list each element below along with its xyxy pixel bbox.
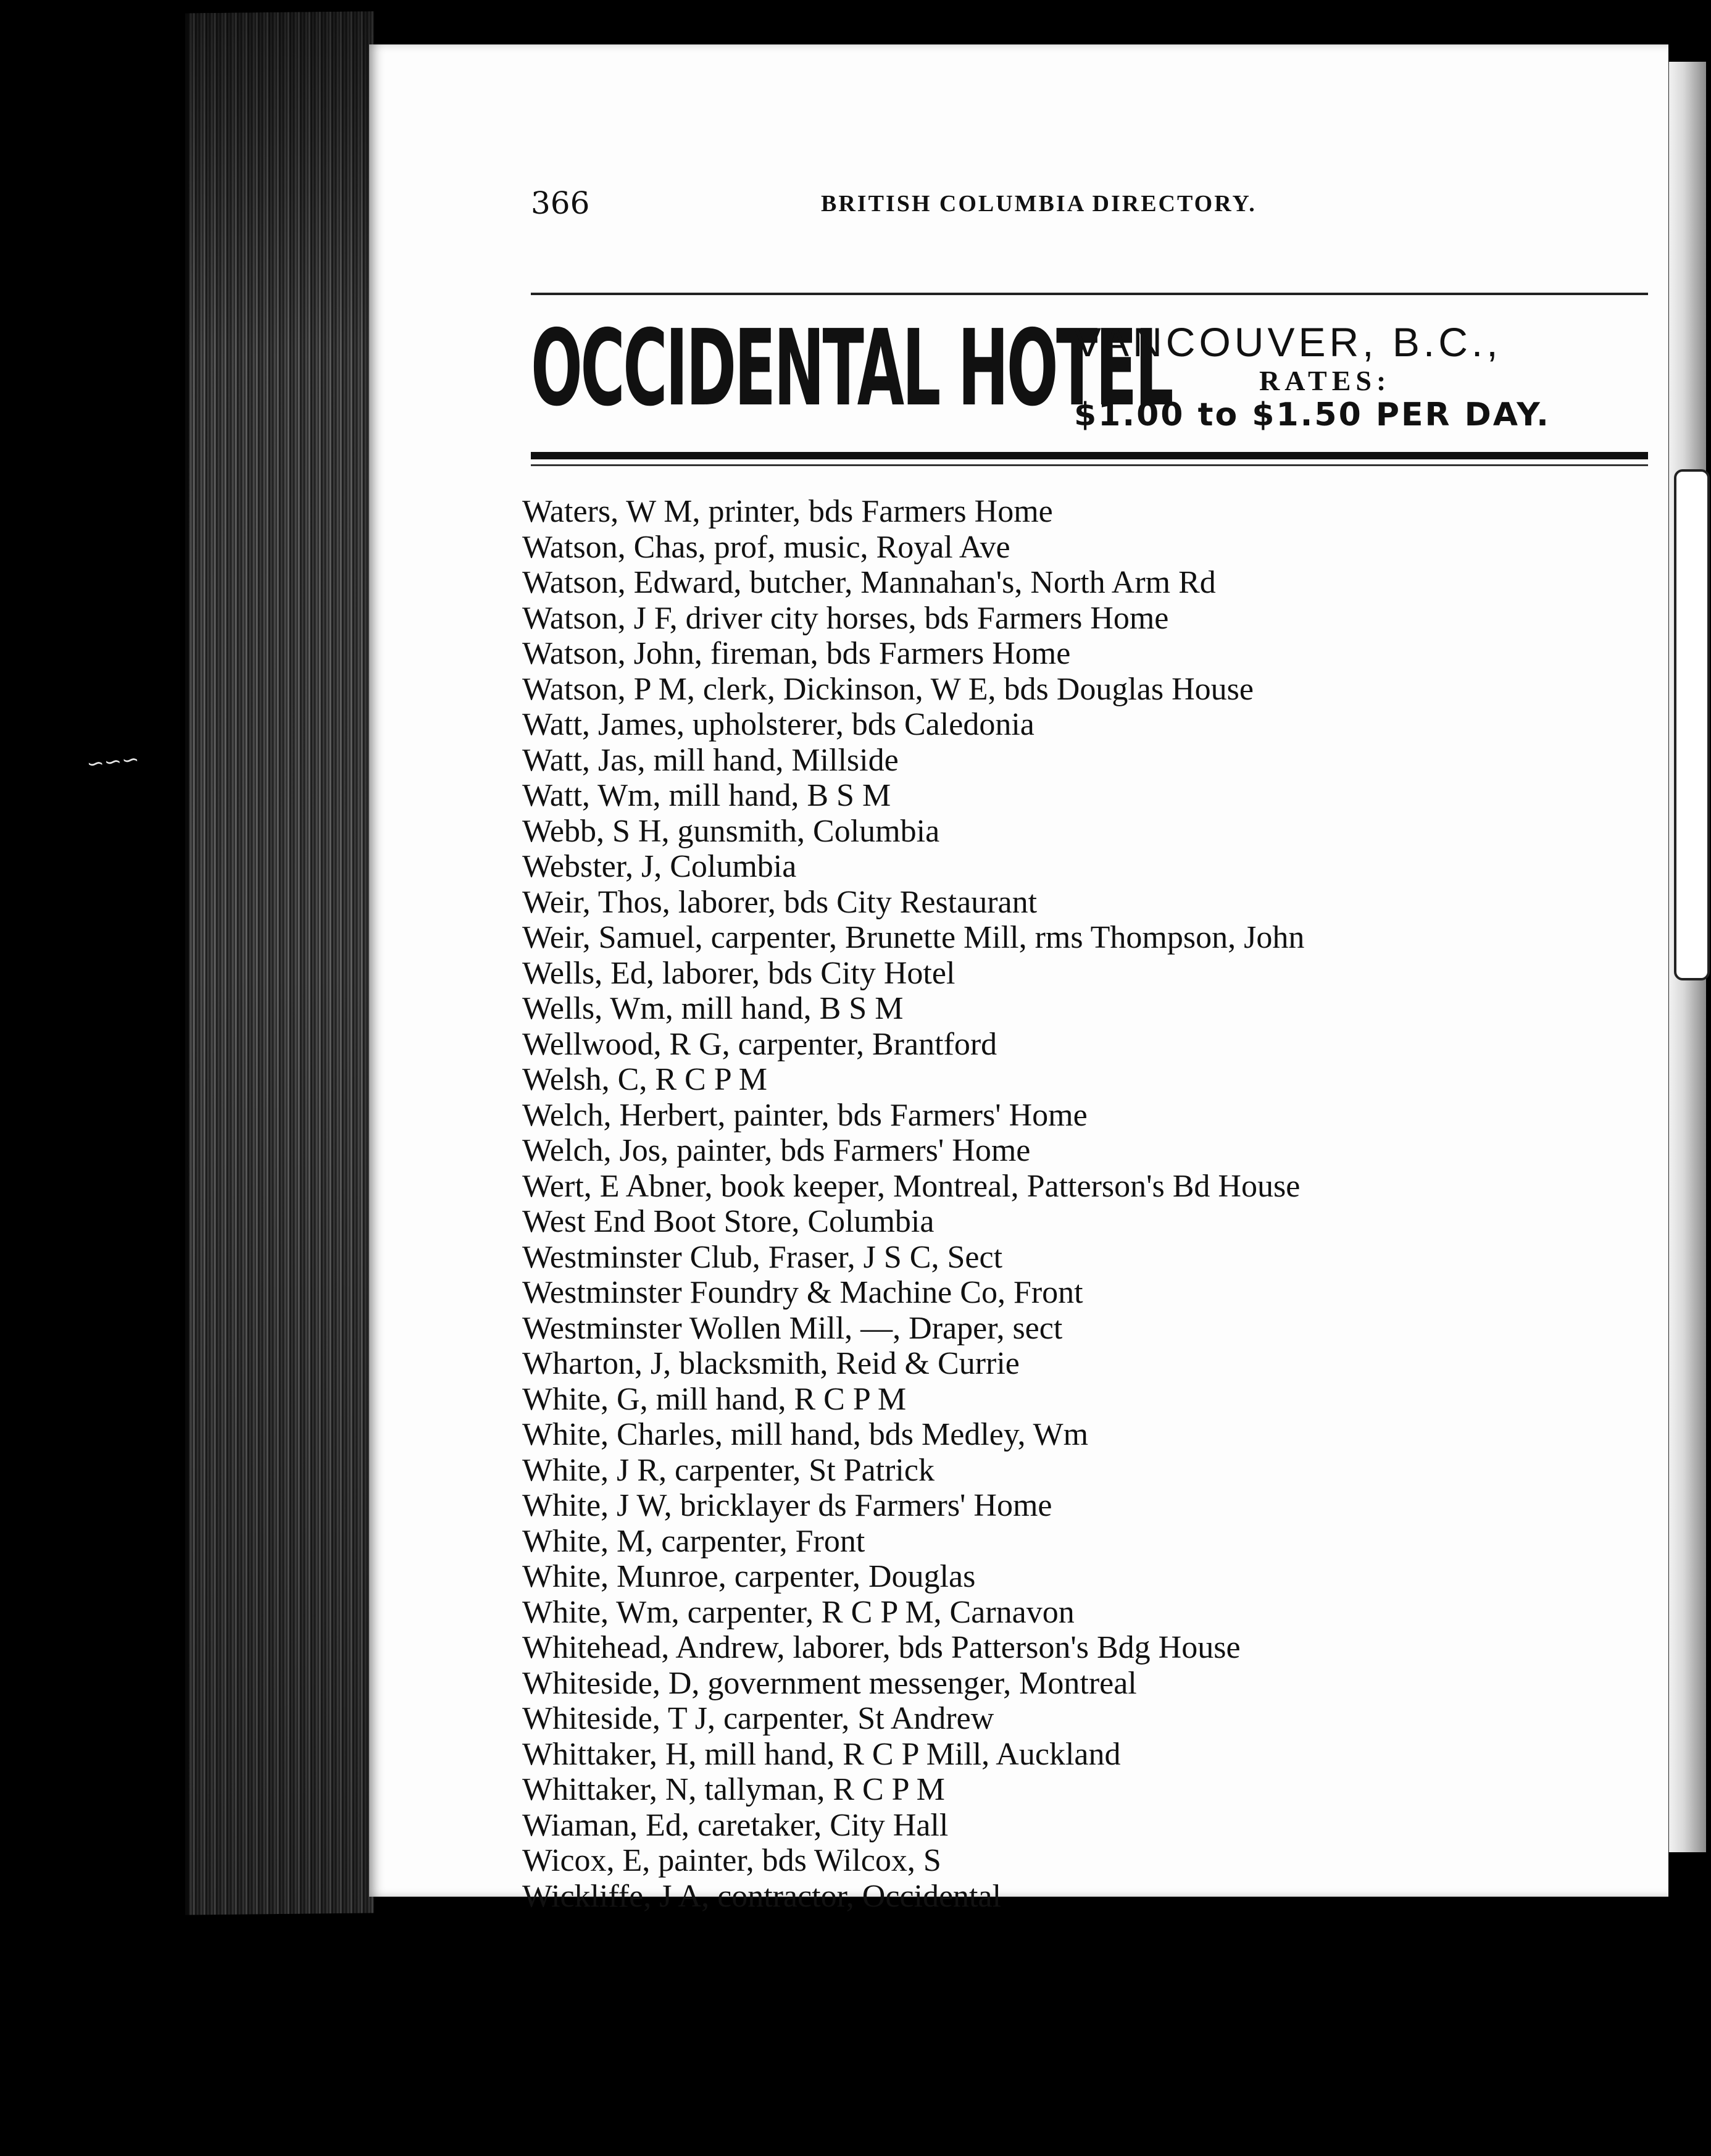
advertisement-rule-thin — [531, 464, 1648, 466]
directory-entry: Wells, Ed, laborer, bds City Hotel — [522, 955, 955, 991]
directory-entry: White, G, mill hand, R C P M — [522, 1381, 907, 1417]
edge-marking: ∽∽∽ — [85, 746, 141, 777]
directory-entry: Wiaman, Ed, caretaker, City Hall — [522, 1807, 949, 1843]
directory-entry: Watt, Jas, mill hand, Millside — [522, 742, 899, 778]
directory-entry: Whitehead, Andrew, laborer, bds Patterson's Bdg House — [522, 1630, 1241, 1665]
directory-entry: Watson, John, fireman, bds Farmers Home — [522, 636, 1071, 671]
directory-entry: White, M, carpenter, Front — [522, 1523, 865, 1559]
directory-entry: Webb, S H, gunsmith, Columbia — [522, 813, 940, 849]
directory-entry: Wickliffe, J A, contractor, Occidental — [522, 1878, 1002, 1914]
directory-entry: Wicox, E, painter, bds Wilcox, S — [522, 1843, 941, 1878]
directory-entry: White, J W, bricklayer ds Farmers' Home — [522, 1488, 1052, 1523]
directory-entry: Welch, Herbert, painter, bds Farmers' Home — [522, 1097, 1088, 1133]
directory-entry: White, Charles, mill hand, bds Medley, Wm — [522, 1417, 1089, 1452]
directory-entry: Weir, Thos, laborer, bds City Restaurant — [522, 884, 1038, 920]
directory-entry: Wellwood, R G, carpenter, Brantford — [522, 1026, 997, 1062]
directory-entry: Wharton, J, blacksmith, Reid & Currie — [522, 1346, 1020, 1381]
directory-entry: Wells, Wm, mill hand, B S M — [522, 991, 904, 1026]
directory-entry: Watson, Edward, butcher, Mannahan's, North Arm Rd — [522, 565, 1216, 600]
page-clip — [1674, 469, 1710, 980]
rates-label: RATES: — [1259, 365, 1391, 396]
directory-entry: Whiteside, D, government messenger, Montreal — [522, 1665, 1137, 1701]
directory-entry: Whittaker, H, mill hand, R C P Mill, Auckland — [522, 1736, 1121, 1772]
directory-entry: Whiteside, T J, carpenter, St Andrew — [522, 1701, 994, 1736]
directory-entry: White, Munroe, carpenter, Douglas — [522, 1559, 976, 1594]
directory-entry: Welsh, C, R C P M — [522, 1062, 767, 1097]
running-title: BRITISH COLUMBIA DIRECTORY. — [821, 191, 1257, 217]
directory-entry: White, Wm, carpenter, R C P M, Carnavon — [522, 1594, 1075, 1630]
directory-entry: West End Boot Store, Columbia — [522, 1204, 935, 1239]
directory-page — [369, 44, 1668, 1914]
running-head — [531, 185, 1520, 228]
directory-entry: Watt, James, upholsterer, bds Caledonia — [522, 707, 1035, 742]
hotel-advertisement — [531, 307, 1648, 446]
rates-price: $1.00 to $1.50 PER DAY. — [1074, 396, 1551, 433]
page-number: 366 — [531, 185, 590, 221]
hotel-city: VANCOUVER, B.C., — [1074, 319, 1502, 365]
directory-entry: Weir, Samuel, carpenter, Brunette Mill, rms Thompson, John — [522, 920, 1305, 955]
directory-entry: Westminster Club, Fraser, J S C, Sect — [522, 1239, 1003, 1275]
hotel-name: OCCIDENTAL HOTEL — [531, 307, 1172, 430]
directory-entry: White, J R, carpenter, St Patrick — [522, 1452, 935, 1488]
directory-entry: Westminster Foundry & Machine Co, Front — [522, 1275, 1083, 1310]
directory-entry: Westminster Wollen Mill, —, Draper, sect — [522, 1310, 1063, 1346]
directory-entry: Webster, J, Columbia — [522, 849, 797, 884]
directory-entry: Waters, W M, printer, bds Farmers Home — [522, 494, 1053, 529]
book-page-edges — [185, 11, 374, 1915]
advertisement-rule — [531, 452, 1648, 459]
directory-entry: Watt, Wm, mill hand, B S M — [522, 778, 891, 813]
directory-entries — [522, 494, 1646, 1914]
directory-entry: Watson, P M, clerk, Dickinson, W E, bds Douglas House — [522, 671, 1254, 707]
header-rule — [531, 293, 1648, 295]
directory-entry: Whittaker, N, tallyman, R C P M — [522, 1772, 945, 1807]
directory-entry: Watson, Chas, prof, music, Royal Ave — [522, 529, 1010, 565]
directory-entry: Watson, J F, driver city horses, bds Farmers Home — [522, 600, 1169, 636]
directory-entry: Wert, E Abner, book keeper, Montreal, Patterson's Bd House — [522, 1168, 1301, 1204]
directory-entry: Welch, Jos, painter, bds Farmers' Home — [522, 1133, 1031, 1168]
